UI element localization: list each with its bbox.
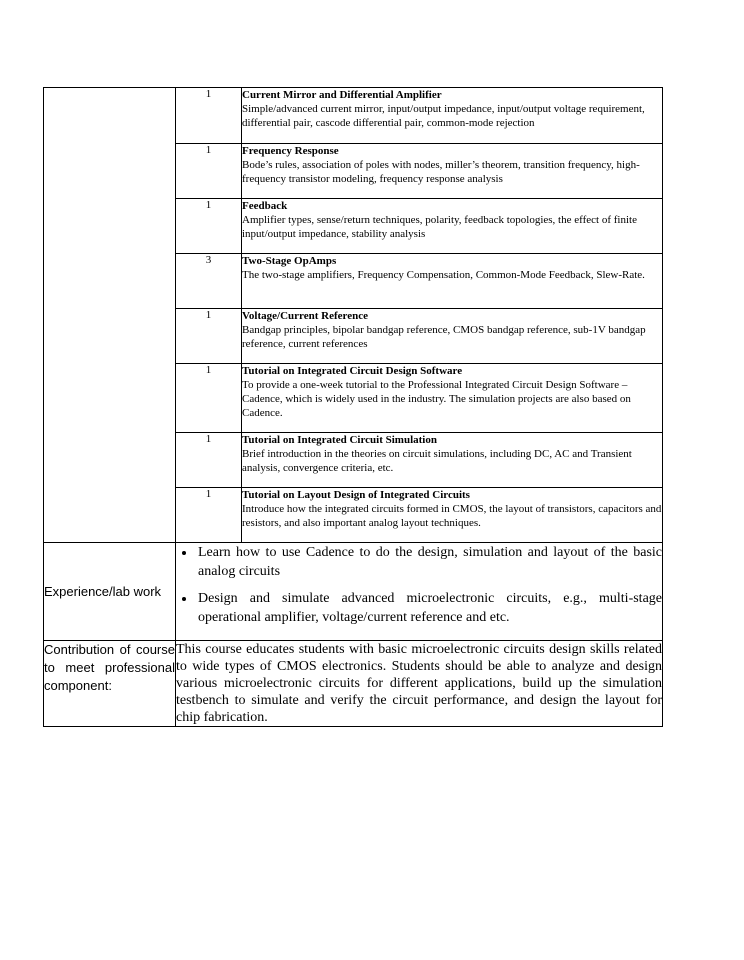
experience-row [44,543,663,641]
topic-description: Bode’s rules, association of poles with nodes, miller’s theorem, transition frequency, high-frequency transistor modeling, frequency response analysis [242,158,640,185]
topic-row [176,432,662,487]
experience-bullet: • Learn how to use Cadence to do the design, simulation and layout of the basic analog circuits [196,543,662,581]
topic-title: Current Mirror and Differential Amplifier [242,89,442,101]
topic-hours: 1 [176,143,242,198]
topic-row [176,88,662,143]
topics-label-cell [44,88,176,543]
topic-description: The two-stage amplifiers, Frequency Compensation, Common-Mode Feedback, Slew-Rate. [242,268,645,281]
contribution-row [44,641,663,727]
topic-description: Introduce how the integrated circuits formed in CMOS, the layout of transistors, capacitors and resistors, and also important analog layout techniques. [242,502,662,529]
topic-hours: 1 [176,432,242,487]
topic-hours: 1 [176,198,242,253]
experience-list [176,543,662,627]
topic-description: Amplifier types, sense/return techniques, polarity, feedback topologies, the effect of finite input/output impedance, stability analysis [242,213,637,240]
topic-title: Tutorial on Integrated Circuit Simulation [242,433,437,446]
topic-row [176,363,662,432]
topic-row [176,253,662,308]
topic-description: Simple/advanced current mirror, input/output impedance, input/output voltage requirement, differential pair, cascode differential pair, common-mode rejection [242,103,645,129]
contribution-label: Contribution of course to meet professional component: [44,641,176,727]
topic-title: Frequency Response [242,144,339,157]
topic-description: Brief introduction in the theories on circuit simulations, including DC, AC and Transient analysis, convergence criteria, etc. [242,447,632,474]
topics-row [44,88,663,543]
topic-title: Two-Stage OpAmps [242,254,337,267]
topic-row [176,198,662,253]
topic-hours: 1 [176,308,242,363]
topic-row [176,308,662,363]
topic-hours: 1 [176,363,242,432]
topic-row [176,143,662,198]
topic-hours: 1 [176,487,242,542]
topics-cell [176,88,663,543]
course-table [43,87,663,727]
topic-title: Voltage/Current Reference [242,309,368,322]
topic-description: Bandgap principles, bipolar bandgap reference, CMOS bandgap reference, sub-1V bandgap reference, current references [242,323,646,350]
experience-bullet: • Design and simulate advanced microelectronic circuits, e.g., multi-stage operational amplifier, voltage/current reference and etc. [196,589,662,627]
topic-hours: 1 [176,88,242,143]
contribution-text: This course educates students with basic microelectronic circuits design skills related to wide types of CMOS electronics. Students should be able to analyze and design various microelectronic circuits for different applications, build up the simulation testbench to simulate and verify the circuit performance, and design the layout for chip fabrication. [176,642,662,725]
topic-hours: 3 [176,253,242,308]
topic-description: To provide a one-week tutorial to the Professional Integrated Circuit Design Software – Cadence, which is widely used in the industry. The simulation projects are also based on Cadence. [242,378,631,419]
topics-table [176,88,662,542]
topic-title: Tutorial on Layout Design of Integrated Circuits [242,488,470,501]
topic-row [176,487,662,542]
topic-title: Tutorial on Integrated Circuit Design Software [242,364,463,377]
experience-label: Experience/lab work [44,543,176,641]
topic-title: Feedback [242,199,288,212]
